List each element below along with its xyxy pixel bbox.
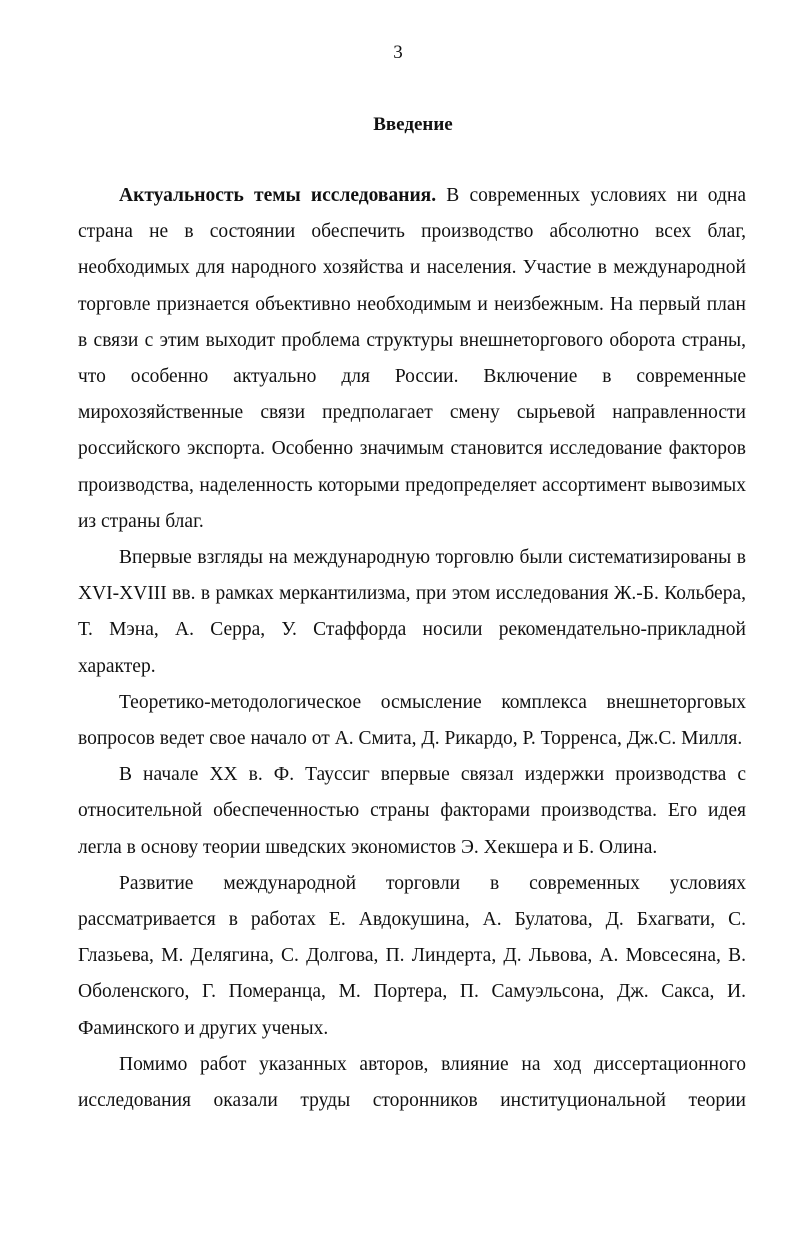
paragraph-relevance	[78, 178, 746, 540]
paragraph-mercantilism	[78, 540, 746, 685]
paragraph-text: Впервые взгляды на международную торговлю были систематизированы в XVI-XVIII вв. в рамках меркантилизма, при этом исследования Ж.-Б. Кольбера, Т. Мэна, А. Серра, У. Стаффорда носили рекомендательно-прикладной характер.	[78, 547, 746, 677]
paragraph-text: Развитие международной торговли в современных условиях рассматривается в работах Е. Авдокушина, А. Булатова, Д. Бхагвати, С. Глазьева, М. Делягина, С. Долгова, П. Линдерта, Д. Львова, А. Мовсесяна, В. Оболенского, Г. Померанца, М. Портера, П. Самуэльсона, Дж. Сакса, И. Фаминского и других ученых.	[78, 872, 746, 1039]
paragraph-taussig	[78, 757, 746, 866]
paragraph-text: В современных условиях ни одна страна не в состоянии обеспечить производство абсолютно всех благ, необходимых для народного хозяйства и населения. Участие в международной торговле признается объективно необходимым и неизбежным. На первый план в связи с этим выходит проблема структуры внешнеторгового оборота страны, что особенно актуально для России. Включение в современные мирохозяйственные связи предполагает смену сырьевой направленности российского экспорта. Особенно значимым становится исследование факторов производства, наделенность которыми предопределяет ассортимент вывозимых из страны благ.	[78, 185, 747, 532]
paragraph-modern-research	[78, 866, 746, 1047]
paragraph-text: Помимо работ указанных авторов, влияние на ход диссертационного исследования оказали труды сторонников институциональной теории	[78, 1053, 746, 1112]
section-title: Введение	[373, 114, 453, 135]
paragraph-lead: Актуальность темы исследования.	[119, 185, 437, 206]
paragraph-classical-theory	[78, 685, 746, 757]
paragraph-text: В начале XX в. Ф. Тауссиг впервые связал издержки производства с относительной обеспеченностью страны факторами производства. Его идея легла в основу теории шведских экономистов Э. Хекшера и Б. Олина.	[78, 764, 746, 858]
paragraph-institutional	[78, 1047, 746, 1119]
body-text	[78, 178, 746, 1119]
paragraph-text: Теоретико-методологическое осмысление комплекса внешнеторговых вопросов ведет свое начало от А. Смита, Д. Рикардо, Р. Торренса, Дж.С. Милля.	[78, 691, 746, 750]
page-number: 3	[393, 42, 403, 63]
